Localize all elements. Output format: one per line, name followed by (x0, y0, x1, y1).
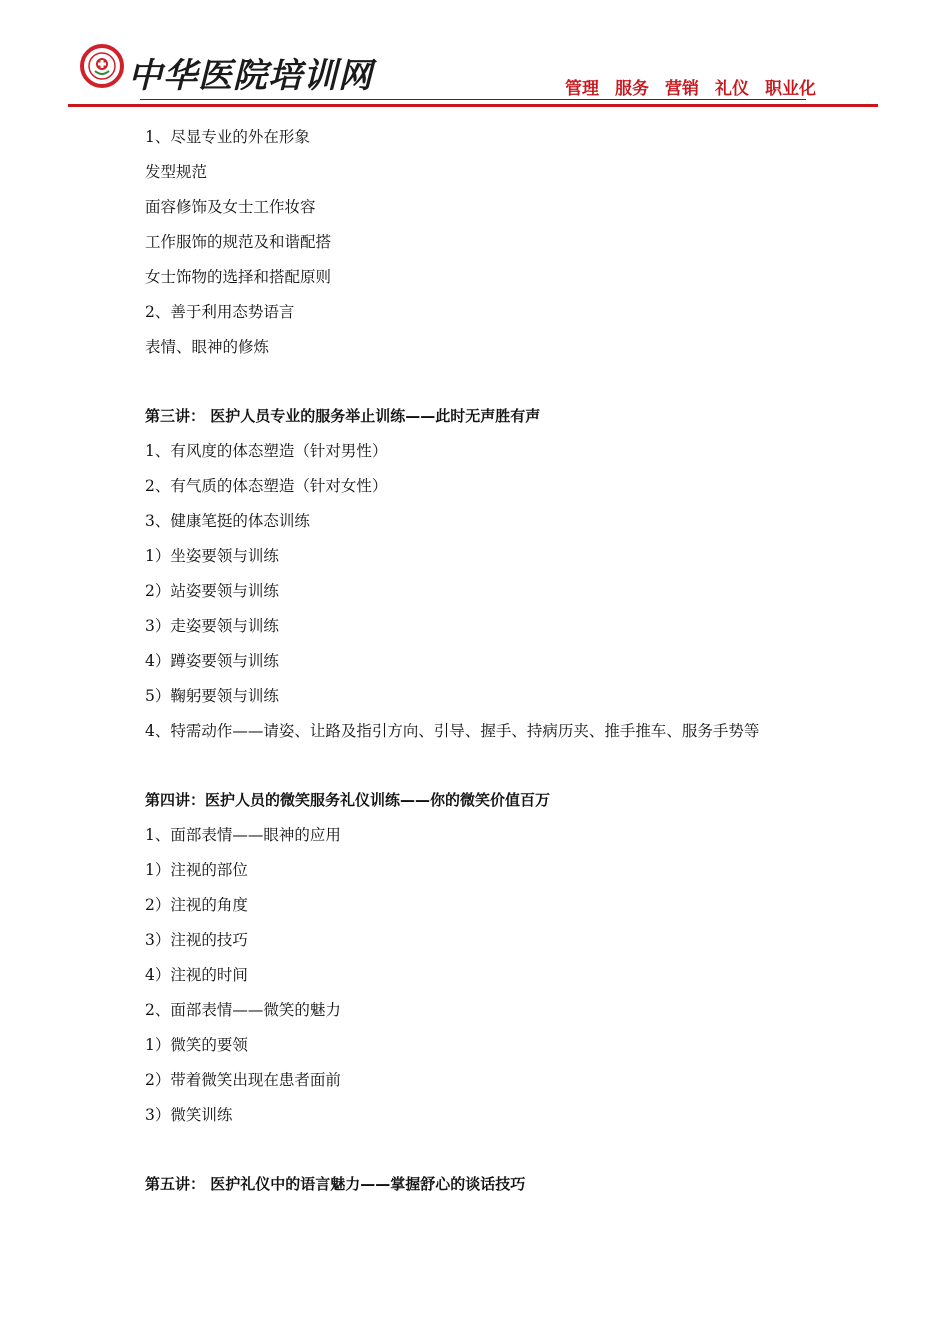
section-gap (145, 753, 865, 787)
page-header (0, 0, 950, 120)
text-line: 工作服饰的规范及和谐配搭 (145, 233, 332, 251)
section-heading: 第三讲： 医护人员专业的服务举止训练——此时无声胜有声 (145, 407, 541, 425)
site-logo-text: 中华医院培训网 (128, 56, 373, 96)
tagline-item: 职业化 (765, 79, 816, 99)
section-heading: 第四讲：医护人员的微笑服务礼仪训练——你的微笑价值百万 (145, 791, 551, 809)
tagline-item: 管理 (565, 79, 599, 99)
text-line: 1）注视的部位 (145, 861, 248, 879)
tagline-item: 礼仪 (715, 79, 749, 99)
section-heading: 第五讲： 医护礼仪中的语言魅力——掌握舒心的谈话技巧 (145, 1175, 526, 1193)
text-line: 发型规范 (145, 163, 208, 181)
text-line: 表情、眼神的修炼 (145, 338, 270, 356)
tagline-item: 服务 (615, 79, 649, 99)
text-line: 1）微笑的要领 (145, 1036, 248, 1054)
header-divider (68, 104, 878, 107)
text-line: 3）微笑训练 (145, 1106, 233, 1124)
document-body (145, 124, 865, 1206)
text-line: 3、健康笔挺的体态训练 (145, 512, 310, 530)
text-line: 4）蹲姿要领与训练 (145, 652, 279, 670)
header-tagline (565, 74, 816, 99)
text-line: 1、尽显专业的外在形象 (145, 128, 310, 146)
text-line: 2、面部表情——微笑的魅力 (145, 1001, 341, 1019)
text-line: 2、有气质的体态塑造（针对女性） (145, 477, 388, 495)
hospital-logo-icon (80, 44, 124, 88)
tagline-item: 营销 (665, 79, 699, 99)
text-line: 1、面部表情——眼神的应用 (145, 826, 341, 844)
section-gap (145, 1137, 865, 1171)
text-line: 4）注视的时间 (145, 966, 248, 984)
header-divider-thin (140, 99, 806, 100)
text-line: 5）鞠躬要领与训练 (145, 687, 279, 705)
text-line: 3）走姿要领与训练 (145, 617, 279, 635)
text-line: 4、特需动作——请姿、让路及指引方向、引导、握手、持病历夹、推手推车、服务手势等 (145, 722, 760, 740)
text-line: 1）坐姿要领与训练 (145, 547, 279, 565)
text-line: 2）站姿要领与训练 (145, 582, 279, 600)
text-line: 2）带着微笑出现在患者面前 (145, 1071, 341, 1089)
text-line: 女士饰物的选择和搭配原则 (145, 268, 332, 286)
text-line: 1、有风度的体态塑造（针对男性） (145, 442, 388, 460)
text-line: 2、善于利用态势语言 (145, 303, 295, 321)
text-line: 面容修饰及女士工作妆容 (145, 198, 316, 216)
text-line: 2）注视的角度 (145, 896, 248, 914)
section-gap (145, 369, 865, 403)
text-line: 3）注视的技巧 (145, 931, 248, 949)
